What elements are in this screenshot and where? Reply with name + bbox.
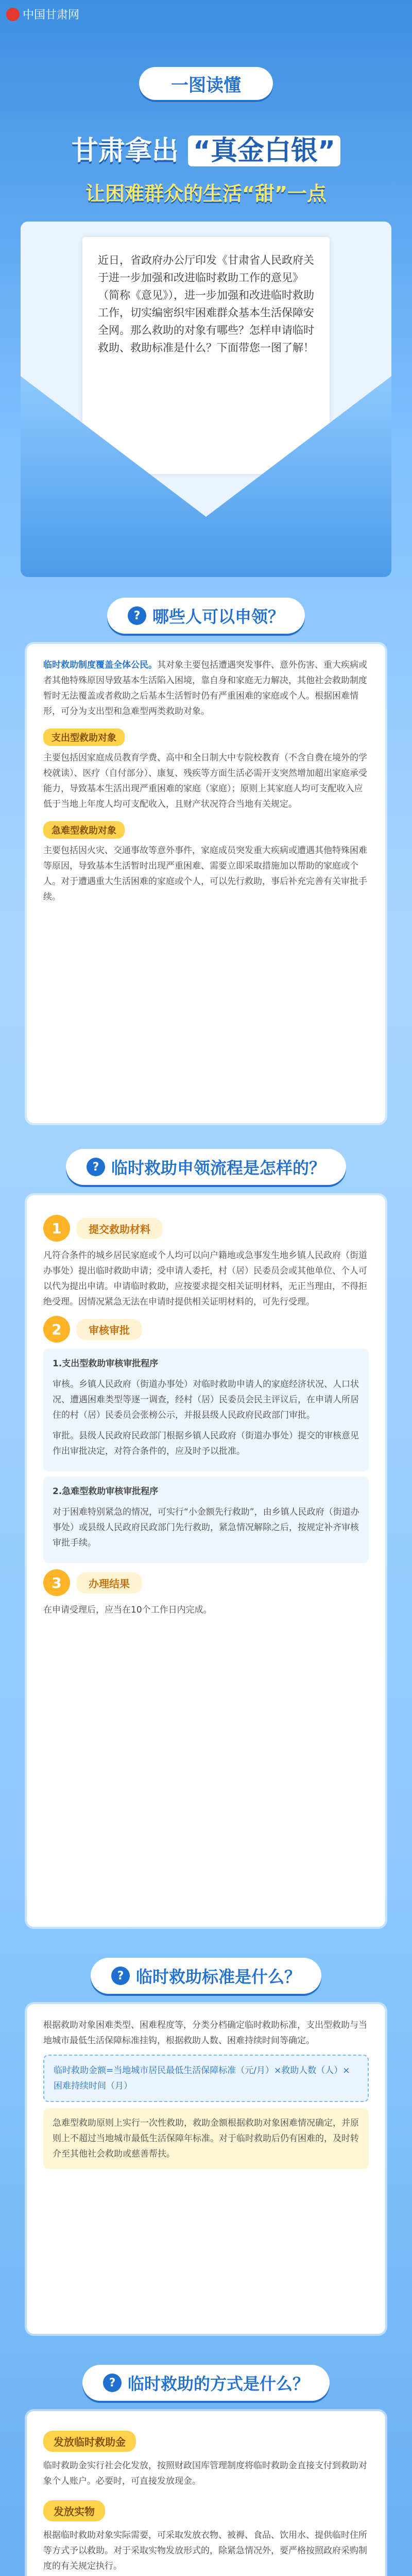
step-2 xyxy=(43,1316,369,1343)
section-3-card xyxy=(27,2004,385,2334)
section-4-card xyxy=(27,2411,385,2576)
ribbon: 一图读懂 xyxy=(139,67,273,100)
method-1-text: 临时救助金实行社会化发放，按照财政国库管理制度将临时救助金直接支付到救助对象个人账户。必要时，可直接发放现金。 xyxy=(43,2461,367,2486)
emergency-box: 急难型救助原则上实行一次性救助，救助金额根据救助对象困难情况确定，并原则上不超过当地城市最低生活保障年标准。对于临时救助后仍有困难的，及时转介至其他社会救助或慈善帮扶。 xyxy=(43,2108,369,2169)
step-3-number: 3 xyxy=(43,1569,70,1596)
step-3-label: 办理结果 xyxy=(76,1572,142,1594)
logo-text: 中国甘肃网 xyxy=(23,9,80,22)
tag-emergency: 急难型救助对象 xyxy=(43,821,125,839)
step-1-label: 提交救助材料 xyxy=(76,1218,163,1239)
subtitle: 让困难群众的生活“甜”一点 xyxy=(85,182,327,205)
s1-paragraph-3: 主要包括因火灾、交通事故等意外事件，家庭成员突发重大疾病或遭遇其他特殊困难等原因，导致基本生活暂时出现严重困难、需要立即采取措施加以帮助的家庭或个人。对于遭遇重大生活困难的家庭或个人，可以先行救助，事后补充完善有关审批手续。 xyxy=(43,845,367,902)
section-1-card xyxy=(27,644,385,1123)
sub1-text-2: 审批。县级人民政府民政部门根据乡镇人民政府（街道办事处）提交的审核意见作出审批决定，对符合条件的，应及时予以批准。 xyxy=(53,1431,359,1456)
step-3-text: 在申请受理后，应当在10个工作日内完成。 xyxy=(43,1605,212,1615)
step-1-text: 凡符合条件的城乡居民家庭或个人均可以向户籍地或急事发生地乡镇人民政府（街道办事处）提出临时救助申请；受申请人委托，村（居）民委员会或其他单位、个人可以代为提出申请。申请临时救助，应按要求提交相关证明材料，无正当理由，不得拒绝受理。因情况紧急无法在申请时提供相关证明材料的，可先行受理。 xyxy=(43,1250,367,1307)
sub2-title: 2.急难型救助审核审批程序 xyxy=(53,1486,159,1497)
question-icon: ? xyxy=(103,2374,122,2392)
section-2-title xyxy=(0,1149,412,1185)
section-4-title xyxy=(0,2365,412,2401)
section-1-title xyxy=(0,598,412,634)
title-highlight: “真金白银” xyxy=(188,135,340,166)
section-2-card xyxy=(27,1195,385,1927)
s3-paragraph-1: 根据救助对象困难类型、困难程度等，分类分档确定临时救助标准，支出型救助与当地城市最低生活保障标准挂钩，根据救助人数、困难持续时间等确定。 xyxy=(43,2020,367,2046)
sub-box-1 xyxy=(43,1349,369,1471)
method-1-label: 发放临时救助金 xyxy=(43,2431,136,2452)
sub1-text: 审核。乡镇人民政府（街道办事处）对临时救助申请人的家庭经济状况、人口状况、遭遇困难类型等逐一调查，经村（居）民委员会民主评议后，在申请人所居住的村（居）民委员会张榜公示，并报县级人民政府民政部门审批。 xyxy=(53,1379,359,1420)
question-icon: ? xyxy=(111,1967,130,1985)
step-1-number: 1 xyxy=(43,1215,70,1242)
sub-box-2 xyxy=(43,1477,369,1563)
section-1-label: 哪些人可以申领？ xyxy=(152,607,284,626)
tag-expense: 支出型救助对象 xyxy=(43,728,125,746)
step-2-label: 审核审批 xyxy=(76,1319,142,1340)
envelope xyxy=(21,222,391,577)
s1-paragraph-1 xyxy=(43,657,369,719)
site-logo[interactable] xyxy=(6,6,79,22)
step-2-number: 2 xyxy=(43,1316,70,1343)
step-3 xyxy=(43,1569,369,1596)
section-2-label: 临时救助申领流程是怎样的？ xyxy=(111,1158,325,1178)
step-1 xyxy=(43,1215,369,1242)
question-icon: ? xyxy=(128,606,146,625)
question-icon: ? xyxy=(87,1158,105,1176)
title-prefix: 甘肃拿出 xyxy=(71,135,179,166)
main-title xyxy=(0,129,412,167)
formula-box: 临时救助金额=当地城市居民最低生活保障标准（元/月）×救助人数（人）×困难持续时间（月） xyxy=(43,2055,369,2102)
s1-lead: 临时救助制度覆盖全体公民。 xyxy=(43,660,157,670)
section-4-label: 临时救助的方式是什么？ xyxy=(127,2374,309,2394)
method-2-label: 发放实物 xyxy=(43,2500,105,2521)
intro-paper: 近日，省政府办公厅印发《甘肃省人民政府关于进一步加强和改进临时救助工作的意见》（简称《意见》），进一步加强和改进临时救助工作，切实编密织牢困难群众基本生活保障安全网。那么救助的对象有哪些？怎样申请临时救助、救助标准是什么？下面带您一图了解！ xyxy=(82,237,330,474)
s1-p1: 其对象主要包括遭遇突发事件、意外伤害、重大疾病或者其他特殊原因导致基本生活陷入困境，靠自身和家庭无力解决，其他社会救助制度暂时无法覆盖或者救助之后基本生活暂时仍有严重困难的家庭或个人。根据困难情形，可分为支出型和急难型两类救助对象。 xyxy=(43,660,367,717)
method-2-text: 根据临时救助对象实际需要，可采取发放衣物、被褥、食品、饮用水、提供临时住所等方式予以救助。对于采取实物发放形式的，除紧急情况外，要严格按照政府采购制度的有关规定执行。 xyxy=(43,2530,367,2571)
sub1-title: 1.支出型救助审核审批程序 xyxy=(53,1359,159,1369)
logo-icon xyxy=(6,8,20,21)
section-3-title xyxy=(0,1958,412,1994)
section-3-label: 临时救助标准是什么？ xyxy=(135,1967,301,1987)
s1-paragraph-2: 主要包括因家庭成员教育学费、高中和全日制大中专院校教育（不含自费在境外的学校就读）、医疗（自付部分）、康复、残疾等方面生活必需开支突然增加超出家庭承受能力，导致基本生活出现严重困难的家庭（家庭）；原则上其家庭人均可支配收入应低于当地上年度人均可支配收入，且财产状况符合当地有关规定。 xyxy=(43,753,367,809)
sub2-text: 对于困难特别紧急的情况，可实行“小金额先行救助”，由乡镇人民政府（街道办事处）或县级人民政府民政部门先行救助，紧急情况解除之后，按规定补齐审核审批手续。 xyxy=(53,1507,359,1548)
